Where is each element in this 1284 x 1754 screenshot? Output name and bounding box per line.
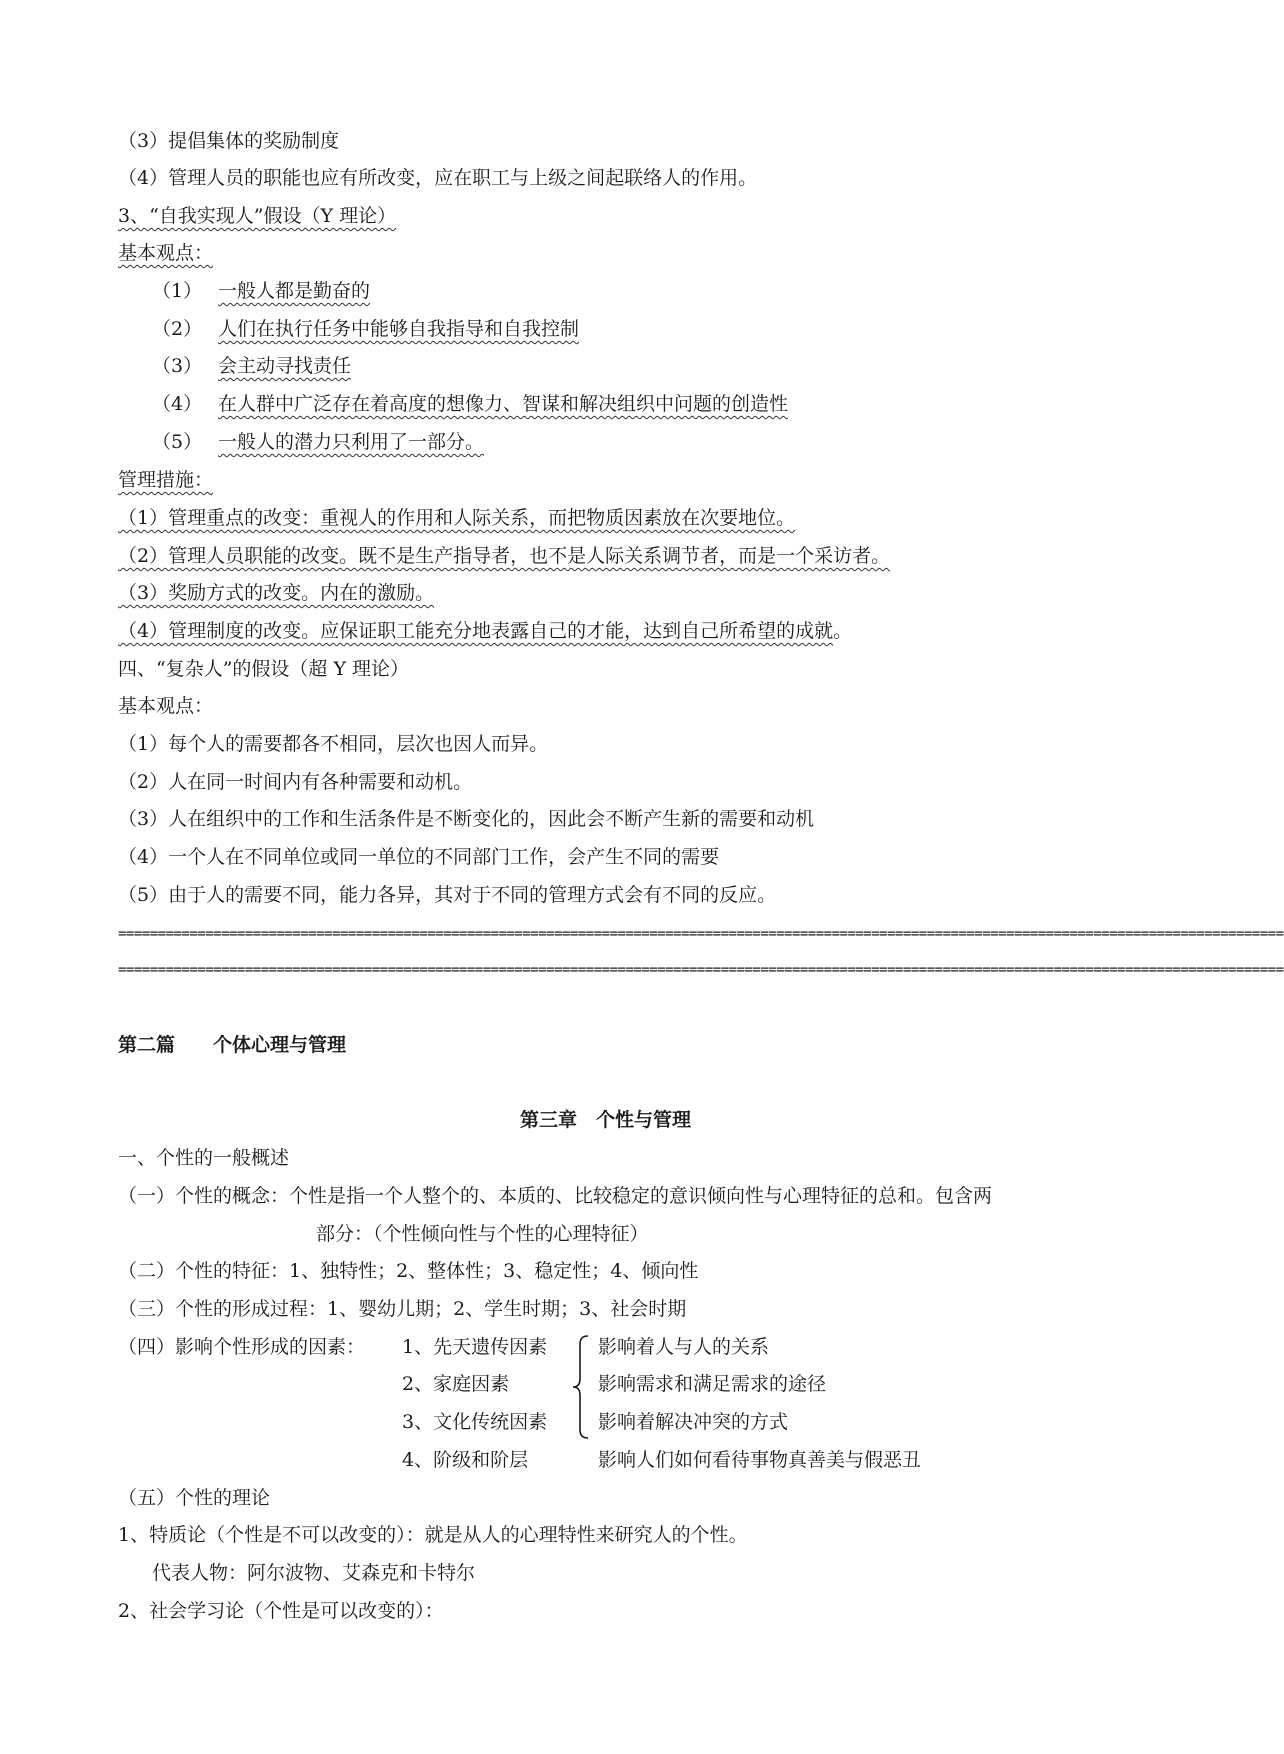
concept-line-2: 部分：（个性倾向性与个性的心理特征） [316,1223,649,1245]
effect-item: 影响着解决冲突的方式 [598,1411,789,1433]
measure-item-text: （4）管理制度的改变。应保证职工能充分地表露自己的才能，达到自己所希望的成就 [118,620,834,642]
factor-item: 1、先天遗传因素 [402,1336,548,1358]
factor-item: 4、阶级和阶层 [402,1449,529,1471]
complex-view-item: （4）一个人在不同单位或同一单位的不同部门工作，会产生不同的需要 [118,846,720,868]
view-num: （1） [152,280,203,302]
separator-line: =================================================================================================================================================== [118,962,1284,978]
part-title: 第二篇 个体心理与管理 [118,1034,347,1056]
complex-view-item: （5）由于人的需要不同，能力各异，其对于不同的管理方式会有不同的反应。 [118,884,777,906]
theory-label: （五）个性的理论 [118,1487,271,1509]
view-num: （4） [152,393,203,415]
features-line: （二）个性的特征：1、独特性；2、整体性；3、稳定性；4、倾向性 [118,1260,699,1282]
concept-line-1: （一）个性的概念：个性是指一个人整个的、本质的、比较稳定的意识倾向性与心理特征的总和。包含两 [118,1185,993,1207]
complex-view-item: （1）每个人的需要都各不相同，层次也因人而异。 [118,733,549,755]
measure-item: （2）管理人员职能的改变。既不是生产指导者，也不是人际关系调节者，而是一个采访者。 [118,545,891,567]
section-3-title: 3、“自我实现人”假设（Y 理论） [118,205,397,227]
view-text: 一般人的潜力只利用了一部分。 [218,431,485,453]
view-text: 一般人都是勤奋的 [218,280,371,302]
measures-label: 管理措施： [118,469,214,491]
management-item-3: （3）提倡集体的奖励制度 [118,130,340,152]
measure-item [118,618,852,644]
factors-label: （四）影响个性形成的因素： [118,1336,366,1358]
basic-views-label-2: 基本观点： [118,695,214,717]
ch3-heading-1: 一、个性的一般概述 [118,1147,290,1169]
curly-brace [568,1332,592,1442]
formation-line: （三）个性的形成过程：1、婴幼儿期；2、学生时期；3、社会时期 [118,1298,687,1320]
effect-item: 影响人们如何看待事物真善美与假恶丑 [598,1449,922,1471]
view-text: 人们在执行任务中能够自我指导和自我控制 [218,318,580,340]
effect-item: 影响需求和满足需求的途径 [598,1373,827,1395]
representatives: 代表人物：阿尔波物、艾森克和卡特尔 [152,1562,476,1584]
measure-item-tail: 。 [833,620,853,642]
factor-item: 2、家庭因素 [402,1373,510,1395]
complex-view-item: （2）人在同一时间内有各种需要和动机。 [118,771,473,793]
view-num: （5） [152,431,203,453]
factor-item: 3、文化传统因素 [402,1411,548,1433]
basic-views-label: 基本观点： [118,242,214,264]
measure-item: （1）管理重点的改变：重视人的作用和人际关系，而把物质因素放在次要地位。 [118,507,796,529]
separator-line: =================================================================================================================================================== [118,926,1284,942]
trait-theory: 1、特质论（个性是不可以改变的）：就是从人的心理特性来研究人的个性。 [118,1524,748,1546]
view-num: （2） [152,318,203,340]
effect-item: 影响着人与人的关系 [598,1336,770,1358]
management-item-4: （4）管理人员的职能也应有所改变，应在职工与上级之间起联络人的作用。 [118,167,758,189]
view-text: 在人群中广泛存在着高度的想像力、智谋和解决组织中问题的创造性 [218,393,789,415]
section-4-title: 四、“复杂人”的假设（超 Y 理论） [118,658,410,680]
view-text: 会主动寻找责任 [218,355,352,377]
social-learning-theory: 2、社会学习论（个性是可以改变的）： [118,1600,444,1622]
chapter-title: 第三章 个性与管理 [520,1109,692,1131]
view-num: （3） [152,355,203,377]
measure-item: （3）奖励方式的改变。内在的激励。 [118,582,435,604]
complex-view-item: （3）人在组织中的工作和生活条件是不断变化的，因此会不断产生新的需要和动机 [118,808,815,830]
